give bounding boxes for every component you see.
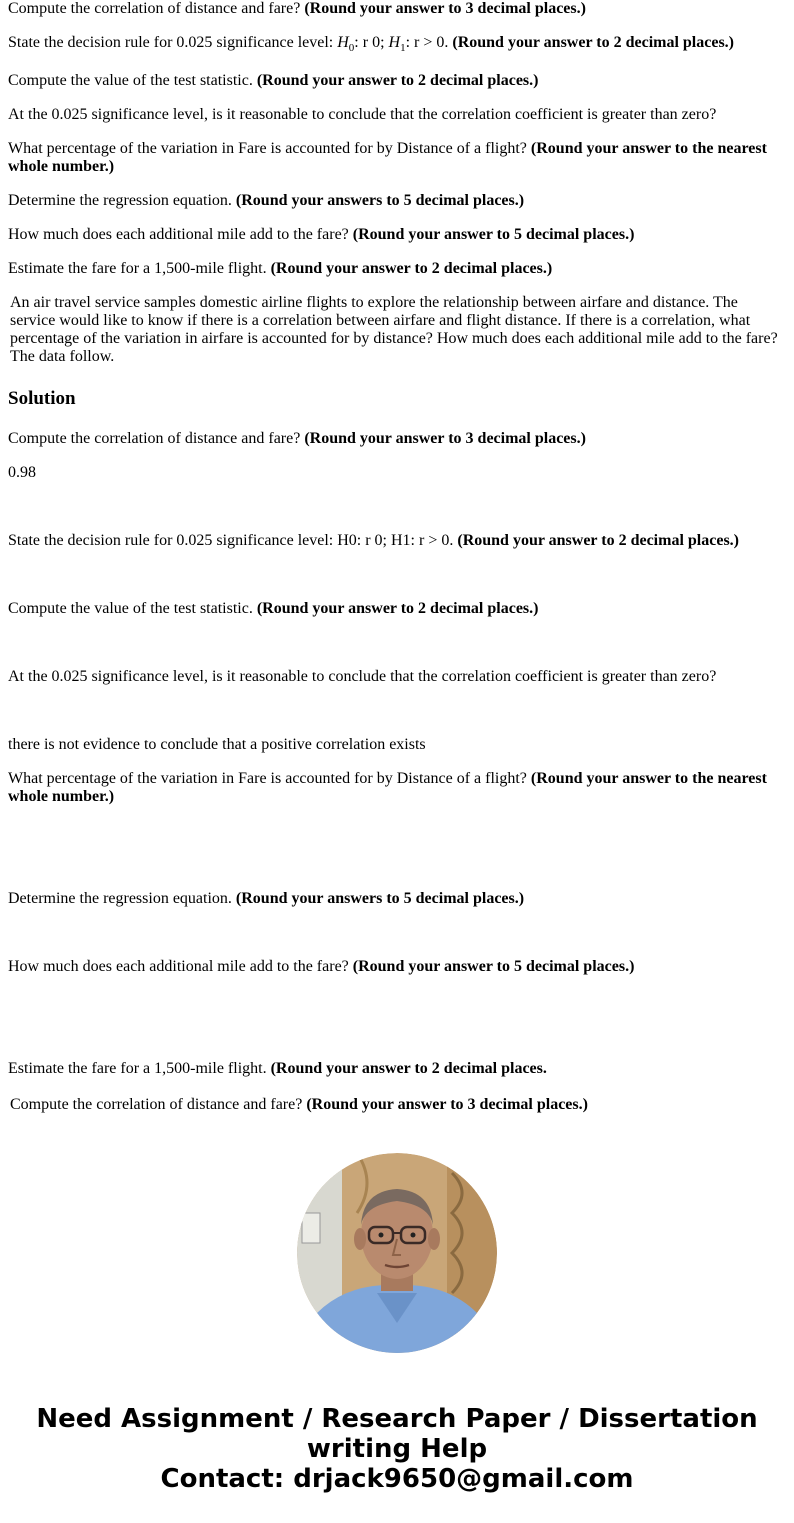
question-text: At the 0.025 significance level, is it reasonable to conclude that the correlation coefficient is greater than zero? (8, 668, 717, 685)
rounding-hint: (Round your answer to 2 decimal places.) (256, 600, 539, 617)
author-avatar (297, 1153, 497, 1353)
h1-subscript: 1 (400, 42, 406, 55)
question-regression-equation (8, 192, 784, 210)
question-text: State the decision rule for 0.025 significance level: H0: r 0; H1: r > 0. (8, 532, 454, 549)
solution-significance-answer: there is not evidence to conclude that a positive correlation exists (8, 736, 426, 753)
question-test-statistic (8, 72, 784, 90)
contact-email[interactable]: Contact: drjack9650@gmail.com (160, 1464, 634, 1494)
rounding-hint: (Round your answer to 3 decimal places.) (306, 1096, 588, 1113)
question-text: What percentage of the variation in Fare is accounted for by Distance of a flight? (8, 140, 527, 157)
rounding-hint: (Round your answer to 2 decimal places.) (452, 34, 735, 51)
question-text: How much does each additional mile add to the fare? (8, 958, 349, 975)
h1-symbol: H (388, 34, 401, 51)
solution-heading: Solution (8, 388, 76, 409)
author-portrait-illustration (297, 1153, 497, 1353)
solution-correlation-question-repeat (10, 1096, 786, 1114)
question-text: Compute the value of the test statistic. (8, 72, 253, 89)
problem-intro: An air travel service samples domestic airline flights to explore the relationship between airfare and distance. The service would like to know if there is a correlation between airfare and flight distance. If there is a correlation, what percentage of the variation in airfare is accounted for by distance? How much does each additional mile add to the fare? The data follow. (10, 294, 778, 365)
rounding-hint: (Round your answer to the nearest whole number.) (8, 140, 767, 175)
question-text: How much does each additional mile add to the fare? (8, 226, 349, 243)
question-text: Estimate the fare for a 1,500-mile flight. (8, 260, 267, 277)
question-correlation (8, 0, 784, 18)
rounding-hint: (Round your answer to 5 decimal places.) (352, 226, 635, 243)
rounding-hint: (Round your answers to 5 decimal places.) (235, 890, 525, 907)
h0-symbol: H (337, 34, 349, 51)
question-decision-rule (8, 34, 784, 55)
promo-line: Need Assignment / Research Paper / Dissertation (36, 1404, 758, 1434)
solution-correlation-question (8, 430, 784, 448)
solution-additional-mile-question (8, 958, 784, 976)
rounding-hint: (Round your answer to 2 decimal places.) (256, 72, 539, 89)
rounding-hint: (Round your answer to 2 decimal places.) (457, 532, 739, 549)
question-text: Determine the regression equation. (8, 890, 232, 907)
rounding-hint: (Round your answer to 5 decimal places.) (352, 958, 635, 975)
solution-test-statistic-question (8, 600, 784, 618)
question-text: Estimate the fare for a 1,500-mile flight. (8, 1060, 267, 1077)
question-text: Compute the correlation of distance and fare? (8, 0, 301, 17)
question-text: Compute the correlation of distance and fare? (10, 1096, 303, 1113)
solution-correlation-answer: 0.98 (8, 464, 36, 481)
question-text: What percentage of the variation in Fare is accounted for by Distance of a flight? (8, 770, 527, 787)
h0-subscript: 0 (348, 42, 355, 55)
promo-line: writing Help (306, 1434, 488, 1464)
question-text: Compute the correlation of distance and fare? (8, 430, 301, 447)
question-text: Compute the value of the test statistic. (8, 600, 253, 617)
rounding-hint: (Round your answer to 2 decimal places. (270, 1060, 547, 1077)
question-text: Determine the regression equation. (8, 192, 232, 209)
question-text: At the 0.025 significance level, is it reasonable to conclude that the correlation coefficient is greater than zero? (8, 106, 717, 123)
promo-banner (0, 1404, 794, 1494)
rounding-hint: (Round your answer to 2 decimal places.) (270, 260, 553, 277)
solution-regression-question (8, 890, 784, 908)
solution-variation-question (8, 770, 784, 806)
h0-statement: : r 0; (354, 34, 385, 51)
solution-decision-rule-question (8, 532, 784, 550)
rounding-hint: (Round your answer to 3 decimal places.) (304, 0, 586, 17)
rounding-hint: (Round your answer to 3 decimal places.) (304, 430, 586, 447)
question-additional-mile (8, 226, 784, 244)
question-variation-percentage (8, 140, 784, 176)
question-significance-conclusion (8, 106, 784, 124)
question-text: State the decision rule for 0.025 significance level: (8, 34, 334, 51)
solution-significance-question (8, 668, 784, 686)
question-estimate-fare (8, 260, 784, 278)
rounding-hint: (Round your answer to the nearest whole number.) (8, 770, 767, 805)
rounding-hint: (Round your answers to 5 decimal places.) (235, 192, 525, 209)
solution-estimate-fare-question (8, 1060, 784, 1078)
h1-statement: : r > 0. (405, 34, 449, 51)
